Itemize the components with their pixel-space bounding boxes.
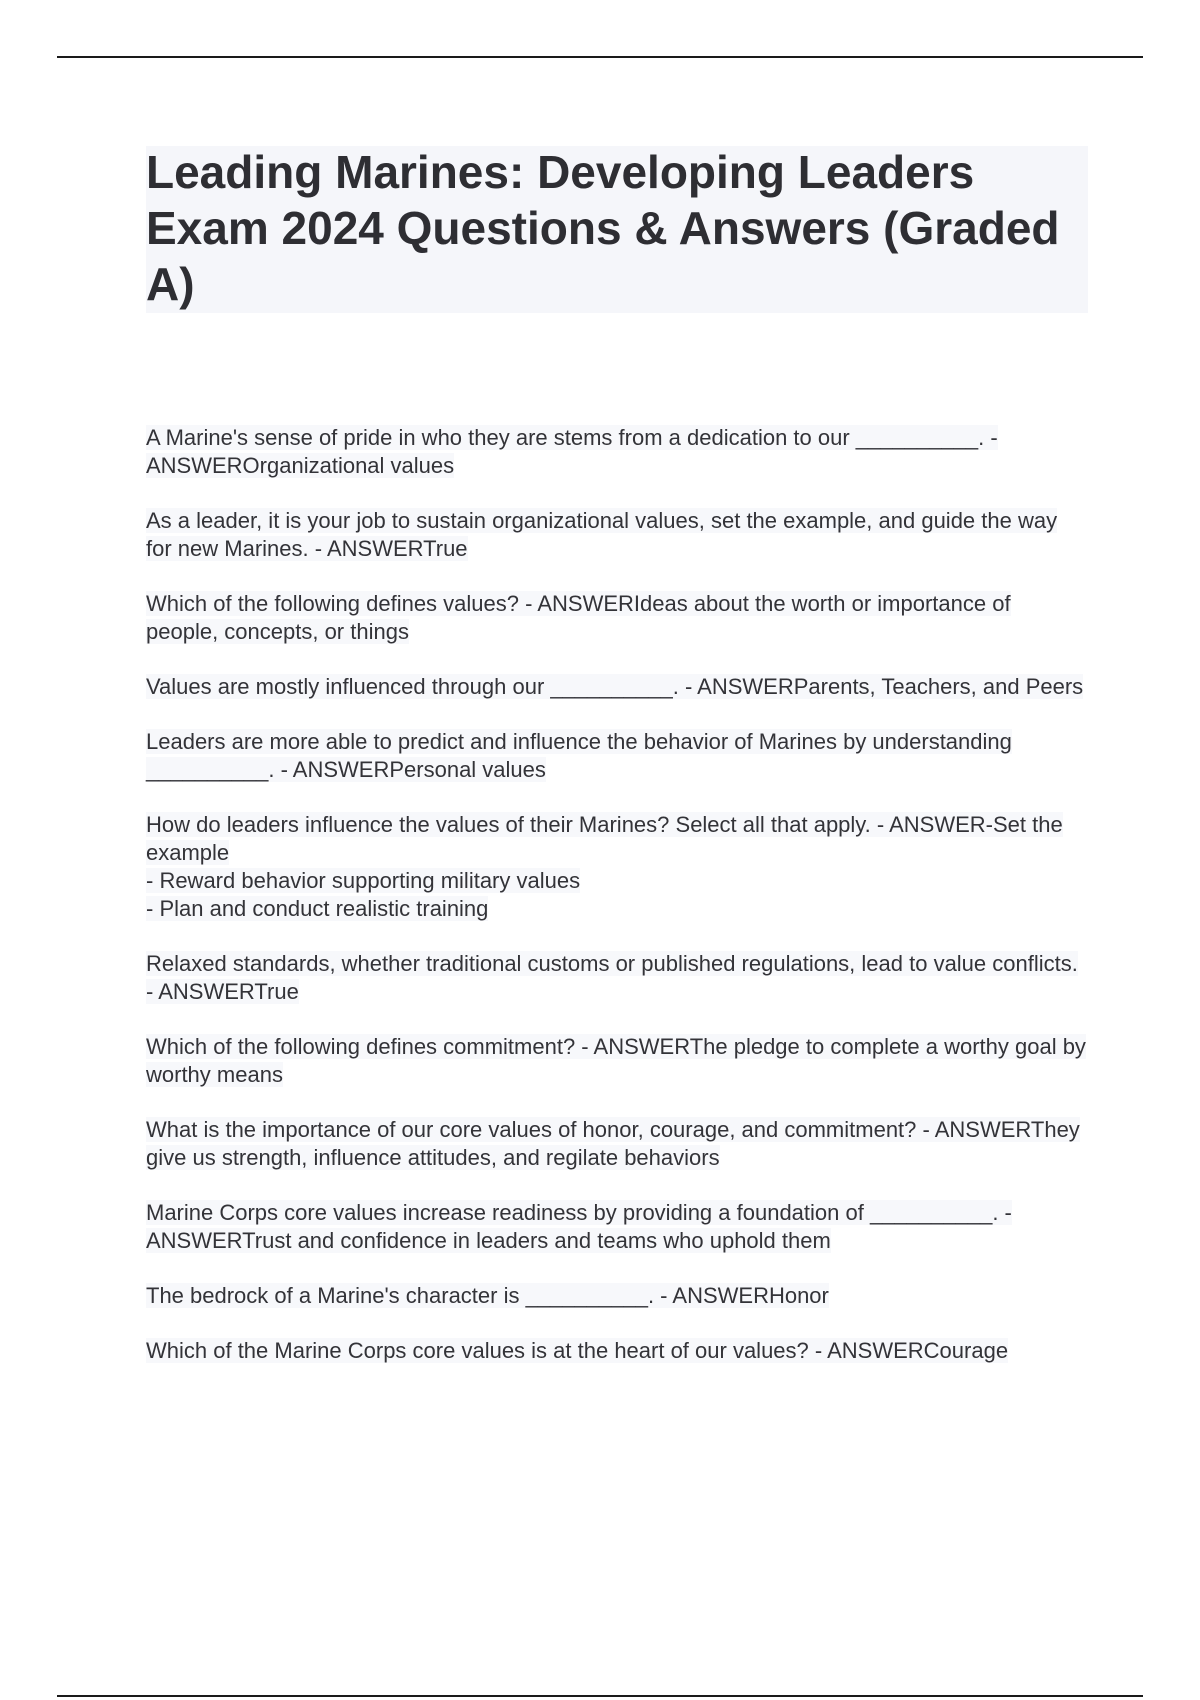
qa-text: A Marine's sense of pride in who they are stems from a dedication to our __________. - ANSWEROrganizational values <box>146 425 998 478</box>
top-rule <box>57 56 1143 58</box>
qa-item <box>146 811 1086 923</box>
qa-text: Marine Corps core values increase readiness by providing a foundation of __________. - ANSWERTrust and confidence in leaders and teams who uphold them <box>146 1200 1012 1253</box>
qa-item <box>146 507 1086 563</box>
qa-item <box>146 673 1086 701</box>
document-title: Leading Marines: Developing Leaders Exam 2024 Questions & Answers (Graded A) <box>146 146 1060 310</box>
qa-item <box>146 1199 1086 1255</box>
qa-text: The bedrock of a Marine's character is __________. - ANSWERHonor <box>146 1283 829 1308</box>
qa-list <box>146 424 1086 1392</box>
qa-text: As a leader, it is your job to sustain organizational values, set the example, and guide the way for new Marines. - ANSWERTrue <box>146 508 1058 561</box>
qa-item <box>146 1116 1086 1172</box>
qa-item <box>146 728 1086 784</box>
qa-text: Which of the following defines values? - ANSWERIdeas about the worth or importance of people, concepts, or things <box>146 591 1011 644</box>
qa-text: Which of the Marine Corps core values is at the heart of our values? - ANSWERCourage <box>146 1338 1009 1363</box>
qa-text: Relaxed standards, whether traditional customs or published regulations, lead to value conflicts. - ANSWERTrue <box>146 951 1078 1004</box>
qa-item <box>146 950 1086 1006</box>
qa-text: How do leaders influence the values of their Marines? Select all that apply. - ANSWER-Set the example - Reward behavior supporting military values - Plan and conduct realistic training <box>146 812 1063 921</box>
qa-item <box>146 1337 1086 1365</box>
qa-text: What is the importance of our core values of honor, courage, and commitment? - ANSWERThey give us strength, influence attitudes, and regilate behaviors <box>146 1117 1080 1170</box>
qa-item <box>146 424 1086 480</box>
qa-item <box>146 1282 1086 1310</box>
qa-text: Values are mostly influenced through our __________. - ANSWERParents, Teachers, and Peers <box>146 674 1084 699</box>
bottom-rule <box>57 1695 1143 1697</box>
qa-text: Which of the following defines commitment? - ANSWERThe pledge to complete a worthy goal by worthy means <box>146 1034 1086 1087</box>
qa-text: Leaders are more able to predict and influence the behavior of Marines by understanding __________. - ANSWERPersonal values <box>146 729 1012 782</box>
qa-item <box>146 1033 1086 1089</box>
qa-item <box>146 590 1086 646</box>
